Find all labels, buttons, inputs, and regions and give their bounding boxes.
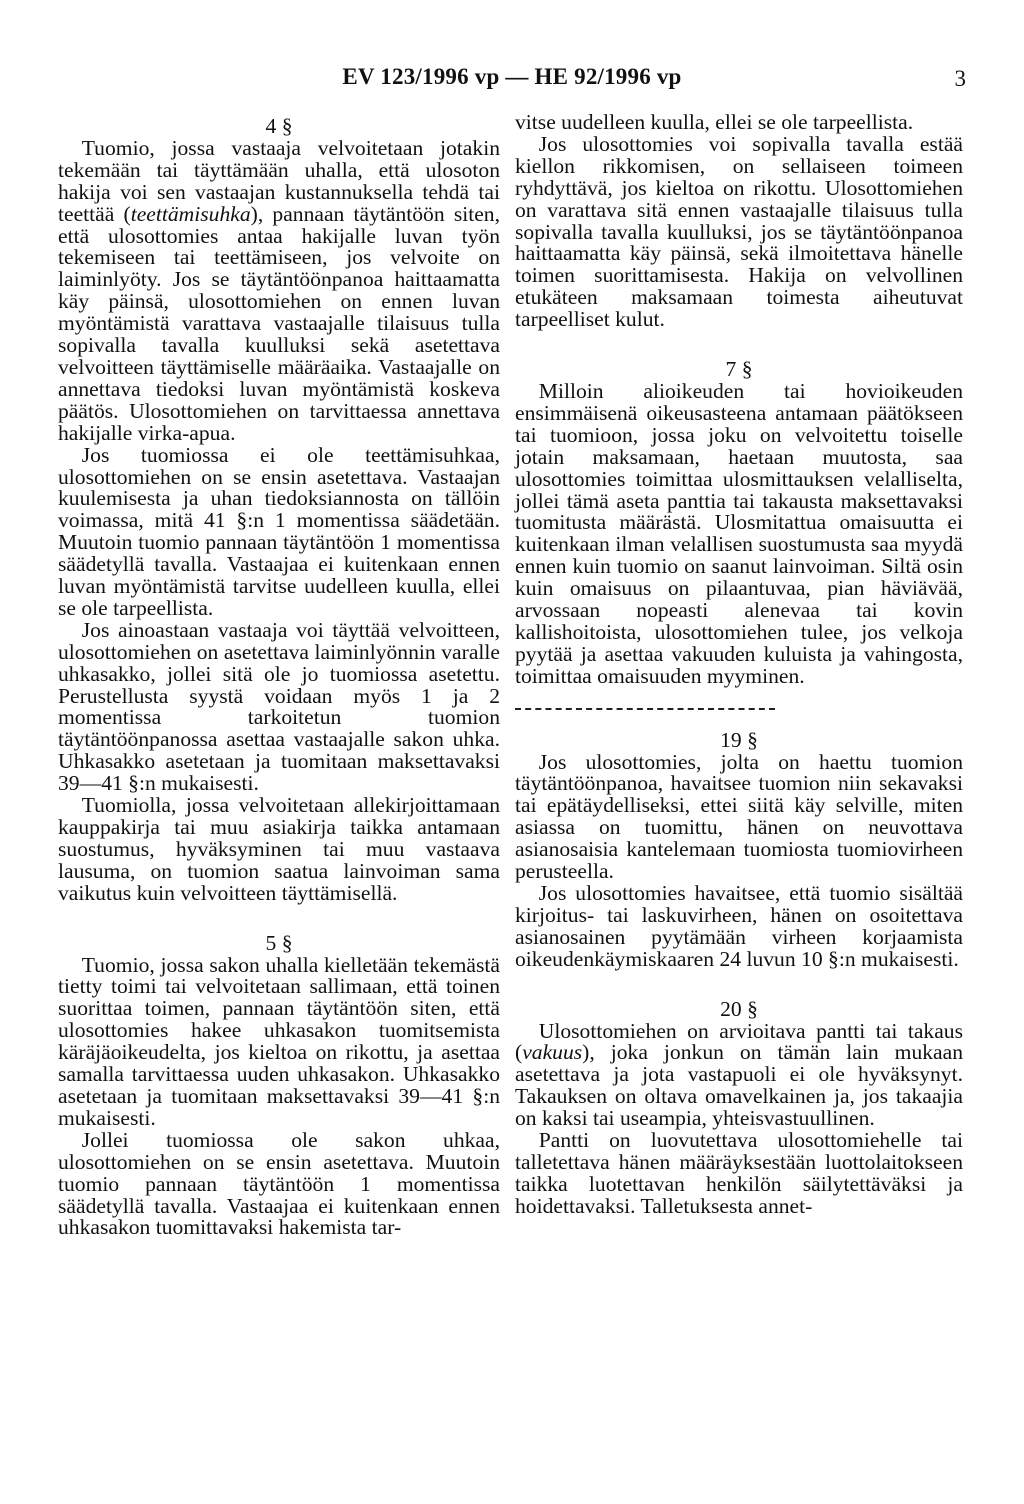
section-heading-20: 20 § bbox=[720, 996, 758, 1021]
paragraph: Tuomio, jossa sakon uhalla kielletään tekemästä tietty toimi tai velvoitetaan sallimaan, että toinen suorittaa toimen, pannaan täytäntöön siten, että ulosottomies hakee uhkasakon tuomitsemista käräjäoikeudelta, jos kieltoa on rikottu, ja asettaa samalla tarvittaessa uuden uhkasakon. Uhkasakko asetetaan ja tuomitaan maksettavaksi 39—41 §:n mukaisesti. bbox=[58, 952, 500, 1130]
paragraph: Jos ulosottomies havaitsee, että tuomio sisältää kirjoitus- tai laskuvirheen, hänen on osoitettava asianosainen pyytämään virheen korjaamista oikeudenkäymiskaaren 24 luvun 10 §:n mukaisesti. bbox=[515, 881, 963, 971]
emphasis-term: teettämisuhka bbox=[130, 201, 251, 226]
paragraph: Jollei tuomiossa ole sakon uhkaa, ulosottomiehen on se ensin asetettava. Muutoin tuomio pannaan täytäntöön 1 momentissa säädetyllä tavalla. Vastaajaa ei kuitenkaan ennen uhkasakon tuomittavaksi hakemista tar- bbox=[58, 1127, 500, 1240]
paragraph bbox=[515, 1018, 963, 1131]
paragraph bbox=[58, 135, 500, 445]
left-column bbox=[58, 112, 500, 1239]
paragraph: vitse uudelleen kuulla, ellei se ole tarpeellista. bbox=[515, 110, 914, 134]
paragraph-text: Tuomio, jossa vastaaja velvoitetaan jotakin tekemään tai täyttämään uhalla, että ulosoton hakija voi sen vastaajan kustannuksella tehdä tai teettää ( bbox=[58, 135, 500, 226]
paragraph: Pantti on luovutettava ulosottomiehelle tai talletettava hänen määräyksestään luottolaitokseen taikka luotettavan henkilön säilytettäväksi ja hoidettavaksi. Talletuksesta annet- bbox=[515, 1128, 963, 1218]
document-title: EV 123/1996 vp — HE 92/1996 vp bbox=[342, 64, 682, 89]
paragraph: Tuomiolla, jossa velvoitetaan allekirjoittamaan kauppakirja tai muu asiakirja taikka antamaan suostumus, hyväksyminen tai muu vastaava lausuma, on tuomion saatua lainvoiman sama vaikutus kuin velvoitteen täyttämisellä. bbox=[58, 793, 500, 905]
paragraph: Milloin alioikeuden tai hovioikeuden ensimmäisenä oikeusasteena antamaan päätökseen tai tuomioon, jossa joku on velvoitettu toiselle jotain maksamaan, haetaan muutosta, saa ulosottomies toimittaa ulosmittauksen velalliselta, jollei tämä aseta panttia tai takausta maksettavaksi tuomitusta määrästä. Ulosmitattua omaisuutta ei kuitenkaan ilman velallisen suostumusta saa myydä ennen kuin tuomio on saanut lainvoiman. Siltä osin kuin omaisuus on pilaantuvaa, pian häviävää, arvossaan nopeasti alenevaa tai kovin kallishoitoista, ulosottomiehen tulee, jos velkoja pyytää ja asettaa vakuuden kuluista ja vahingosta, toimittaa omaisuuden myyminen. bbox=[515, 378, 963, 688]
right-column bbox=[515, 112, 963, 1218]
paragraph: Jos ulosottomies, jolta on haettu tuomion täytäntöönpanoa, havaitsee tuomion niin sekavaksi tai epätäydelliseksi, ettei siitä käy selville, miten asiassa on tuomittu, hänen on neuvottava asianosaisia kantelemaan tuomiosta tuomiovirheen perusteella. bbox=[515, 749, 963, 884]
section-heading-4: 4 § bbox=[265, 114, 293, 138]
section-heading-7: 7 § bbox=[725, 357, 753, 382]
paragraph-text: Ulosottomiehen on arvioitava pantti tai takaus ( bbox=[515, 1018, 963, 1065]
section-heading-5: 5 § bbox=[265, 930, 293, 955]
paragraph-text: ), joka jonkun on tämän lain mukaan asetettava ja jota vastapuoli ei ole hyväksynyt. Takauksen on oltava omavelkainen ja, jos takaajia on kaksi tai useampia, yhteisvastuullinen. bbox=[515, 1040, 963, 1131]
paragraph: Jos ulosottomies voi sopivalla tavalla estää kiellon rikkomisen, on sellaiseen toimeen ryhdyttävä, jos kieltoa on rikottu. Ulosottomiehen on varattava sitä ennen vastaajalle tilaisuus tulla sopivalla tavalla kuulluksi, jos se täytäntöönpanoa haittaamatta käy päinsä, sekä ilmoitettava hänelle toimen suorittamisesta. Hakija on velvollinen etukäteen maksamaan toimesta aiheutuvat tarpeelliset kulut. bbox=[515, 131, 963, 332]
page-number: 3 bbox=[954, 66, 966, 91]
page-header bbox=[0, 62, 1024, 102]
paragraph-text: ), pannaan täytäntöön siten, että ulosottomies antaa hakijalle luvan työn tekemiseen tai teettämiseen, jos velvoite on laiminlyöty. Jos se täytäntöönpanoa haittaamatta käy päinsä, ulosottomiehen on ennen luvan myöntämistä varattava vastaajalle tilaisuus tulla sopivalla tavalla kuulluksi sekä asetettava velvoitteen täyttämiselle määräaika. Vastaajalle on annettava tiedoksi luvan myöntämistä koskeva päätös. Ulosottomiehen on tarvittaessa annettava hakijalle virka-apua. bbox=[58, 201, 500, 445]
omission-separator bbox=[515, 708, 775, 710]
paragraph: Jos ainoastaan vastaaja voi täyttää velvoitteen, ulosottomiehen on asetettava laiminlyönnin varalle uhkasakko, jollei sitä ole jo tuomiossa asetettu. Perustellusta syystä voidaan myös 1 ja 2 momentissa tarkoitetun tuomion täytäntöönpanossa asettaa vastaajalle sakon uhka. Uhkasakko asetetaan ja tuomitaan maksettavaksi 39—41 §:n mukaisesti. bbox=[58, 617, 500, 796]
emphasis-term: vakuus bbox=[522, 1040, 583, 1065]
paragraph: Jos tuomiossa ei ole teettämisuhkaa, ulosottomiehen on se ensin asetettava. Vastaajan kuulemisesta ja uhan tiedoksiannosta on tällöin voimassa, mitä 41 §:n 1 momentissa säädetään. Muutoin tuomio pannaan täytäntöön 1 momentissa säädetyllä tavalla. Vastaajaa ei kuitenkaan ennen luvan myöntämistä tarvitse uudelleen kuulla, ellei se ole tarpeellista. bbox=[58, 442, 500, 620]
section-heading-19: 19 § bbox=[720, 727, 758, 752]
